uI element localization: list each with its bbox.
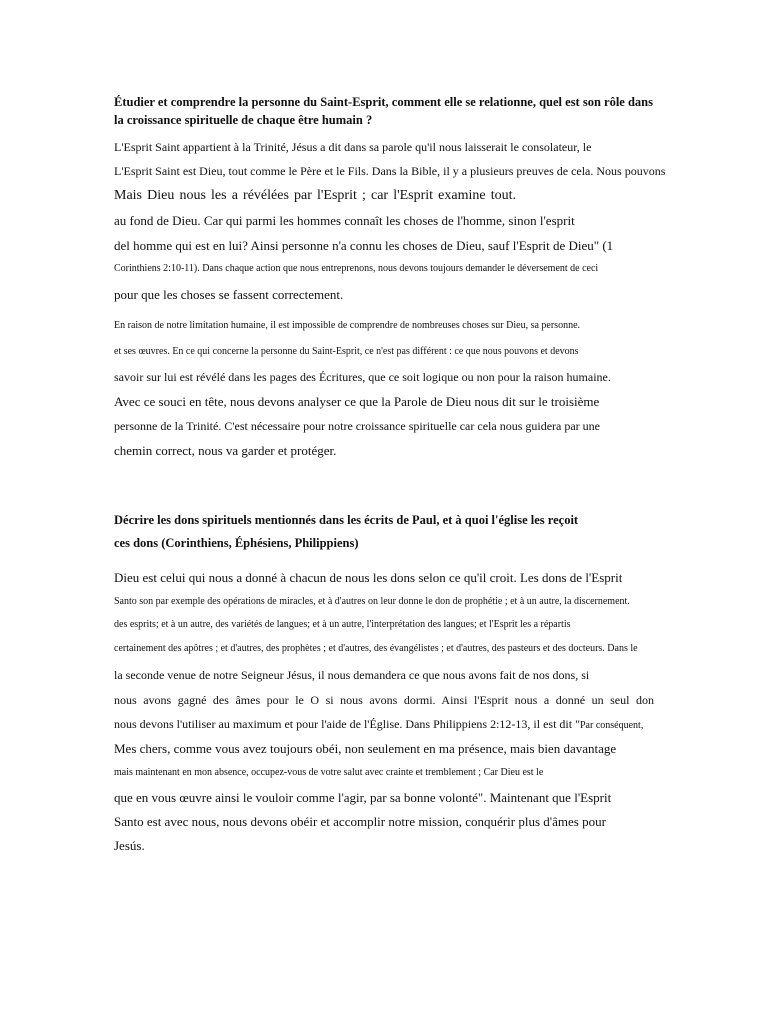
section1-para2-line-4: Avec ce souci en tête, nous devons analyser ce que la Parole de Dieu nous dit sur le troisième bbox=[114, 394, 600, 409]
section2-para1-line-3: des esprits; et à un autre, des variétés de langues; et à un autre, l'interprétation des langues; et l'Esprit les a répartis bbox=[114, 619, 571, 630]
section1-para1-line-6: Corinthiens 2:10-11). Dans chaque action que nous entreprenons, nous devons toujours demander le déversement de ceci bbox=[114, 263, 599, 274]
section1-para2-line-6: chemin correct, nous va garder et protéger. bbox=[114, 443, 337, 458]
section1-para1-line-4: au fond de Dieu. Car qui parmi les hommes connaît les choses de l'homme, sinon l'esprit bbox=[114, 213, 575, 228]
section2-heading-line-1: Décrire les dons spirituels mentionnés dans les écrits de Paul, et à quoi l'église les reçoit bbox=[114, 513, 579, 527]
section1-para1-line-2: L'Esprit Saint est Dieu, tout comme le Père et le Fils. Dans la Bible, il y a plusieurs preuves de cela. Nous pouvons bbox=[114, 164, 666, 178]
section2-para1-line-10: que en vous œuvre ainsi le vouloir comme l'agir, par sa bonne volonté". Maintenant que l'Esprit bbox=[114, 790, 612, 805]
section2-para1-line-4: certainement des apôtres ; et d'autres, des prophètes ; et d'autres, des évangélistes ; et d'autres, des pasteurs et des docteurs. Dans le bbox=[114, 643, 638, 654]
section2-para1-line-5: la seconde venue de notre Seigneur Jésus, il nous demandera ce que nous avons fait de nos dons, si bbox=[114, 668, 590, 682]
section1-para1-line-5: del homme qui est en lui? Ainsi personne n'a connu les choses de Dieu, sauf l'Esprit de Dieu" (1 bbox=[114, 238, 614, 253]
section1-para1-line-1: L'Esprit Saint appartient à la Trinité, Jésus a dit dans sa parole qu'il nous laisserait le consolateur, le bbox=[114, 140, 592, 154]
section2-para1-line-7 bbox=[114, 718, 643, 731]
section2-para1-line-11: Santo est avec nous, nous devons obéir et accomplir notre mission, conquérir plus d'âmes pour bbox=[114, 814, 606, 829]
section1-para1-line-7: pour que les choses se fassent correctement. bbox=[114, 287, 344, 302]
section2-heading-line-2: ces dons (Corinthiens, Éphésiens, Philippiens) bbox=[114, 536, 359, 550]
section1-heading-line-1: Étudier et comprendre la personne du Saint-Esprit, comment elle se relationne, quel est son rôle dans bbox=[114, 95, 653, 109]
section1-para2-line-2: et ses œuvres. En ce qui concerne la personne du Saint-Esprit, ce n'est pas différent : ce que nous pouvons et devons bbox=[114, 346, 579, 357]
section2-para1-line-2: Santo son par exemple des opérations de miracles, et à d'autres on leur donne le don de prophétie ; et à un autre, la discernement. bbox=[114, 596, 630, 607]
section2-para1-line-9: mais maintenant en mon absence, occupez-vous de votre salut avec crainte et tremblement ; Car Dieu est le bbox=[114, 767, 544, 778]
section1-para2-line-3: savoir sur lui est révélé dans les pages des Écritures, que ce soit logique ou non pour la raison humaine. bbox=[114, 370, 611, 384]
section1-para1-line-3: Mais Dieu nous les a révélées par l'Esprit ; car l'Esprit examine tout. bbox=[114, 188, 516, 203]
section1-para2-line-5: personne de la Trinité. C'est nécessaire pour notre croissance spirituelle car cela nous guidera par une bbox=[114, 419, 600, 433]
section1-para2-line-1: En raison de notre limitation humaine, il est impossible de comprendre de nombreuses choses sur Dieu, sa personne. bbox=[114, 320, 581, 331]
section2-para1-line-8: Mes chers, comme vous avez toujours obéi, non seulement en ma présence, mais bien davantage bbox=[114, 741, 617, 756]
section2-para1-line-1: Dieu est celui qui nous a donné à chacun de nous les dons selon ce qu'il croit. Les dons de l'Esprit bbox=[114, 570, 623, 585]
section1-heading-line-2: la croissance spirituelle de chaque être humain ? bbox=[114, 113, 373, 127]
section2-para1-line-7-tail: Par conséquent, bbox=[580, 720, 644, 731]
section2-para1-line-6: nous avons gagné des âmes pour le O si nous avons dormi. Ainsi l'Esprit nous a donné un seul don bbox=[114, 693, 654, 707]
section2-para1-line-12: Jesús. bbox=[114, 838, 145, 853]
section2-para1-line-7-text: nous devons l'utiliser au maximum et pour l'aide de l'Église. Dans Philippiens 2:12-13, il est dit " bbox=[114, 717, 580, 731]
